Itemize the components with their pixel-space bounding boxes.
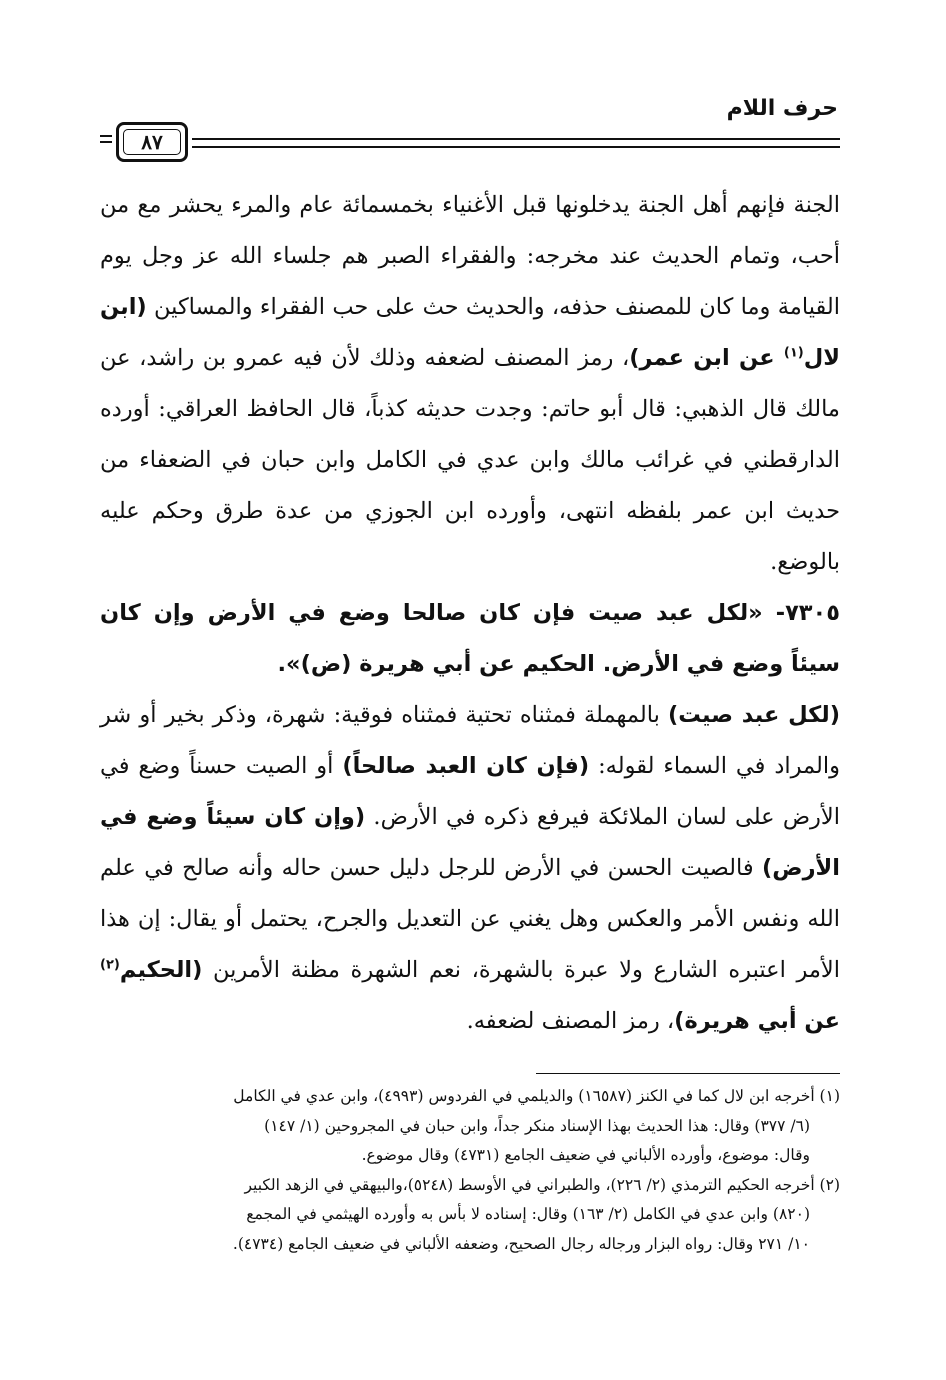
chapter-title: حرف اللام [726,96,838,121]
main-text [100,180,840,1047]
paragraph-commentary-2 [100,690,840,1047]
footnote-marker: (٢) [100,957,120,973]
source-narrator: عن أبي هريرة) [674,1008,840,1034]
quoted-phrase: (فإن كان العبد صالحاً) [342,753,590,779]
footnote-2-line: (٢) أخرجه الحكيم الترمذي (٢/ ٢٢٦)، والطبراني في الأوسط (٥٢٤٨)،والبيهقي في الزهد الكبير [244,1175,840,1194]
paragraph-text: فالصيت الحسن في الأرض للرجل دليل حسن حاله وأنه صالح في علم الله ونفس الأمر والعكس وهل يغني عن التعديل والجرح، يحتمل أو يقال: إن هذا الأمر اعتبره الشارع ولا عبرة بالشهرة، نعم الشهرة مظنة الأمرين [100,855,840,983]
paragraph-text: الجنة فإنهم أهل الجنة يدخلونها قبل الأغنياء بخمسمائة عام والمرء يحشر مع من أحب، وتمام الحديث عند مخرجه: والفقراء الصبر هم جلساء الله عز وجل يوم القيامة وما كان للمصنف حذفه، والحديث حث على حب الفقراء والمساكين [100,192,840,320]
footnote-2-line: ١٠/ ٢٧١ وقال: رواه البزار ورجاله رجال الصحيح، وضعفه الألباني في ضعيف الجامع (٤٧٣٤). [232,1234,810,1253]
paragraph-text: ، رمز المصنف لضعفه. [466,1008,675,1034]
source-name: (الحكيم [119,957,203,983]
page-number: ٨٧ [141,130,163,154]
footnote-2-line: (٨٢٠) وابن عدي في الكامل (٢/ ١٦٣) وقال: إسناده لا بأس به وأورده الهيثمي في المجمع [246,1205,810,1223]
footnote-1-line: وقال: موضوع، وأورده الألباني في ضعيف الجامع (٤٧٣١) وقال موضوع. [361,1146,810,1164]
quoted-phrase: (لكل عبد صيت) [667,702,840,728]
footnote-1-line: (١) أخرجه ابن لال كما في الكنز (١٦٥٨٧) والديلمي في الفردوس (٤٩٩٣)، وابن عدي في الكامل [233,1087,840,1105]
source-name: (ابن لال [100,294,840,371]
footnote-1-line: (٦/ ٣٧٧) وقال: هذا الحديث بهذا الإسناد منكر جداً، وابن حبان في المجروحين (١/ ١٤٧) [264,1116,810,1135]
hadith-7305: ٧٣٠٥- «لكل عبد صيت فإن كان صالحا وضع في الأرض وإن كان سيئاً وضع في الأرض. الحكيم عن أبي هريرة (ض)». [100,600,840,677]
paragraph-text: أو الصيت حسناً وضع في الأرض على لسان الملائكة فيرفع ذكره في الأرض. [100,753,840,830]
header-rule [192,138,840,148]
paragraph-text: ، رمز المصنف لضعفه وذلك لأن فيه عمرو بن راشد، عن مالك قال الذهبي: قال أبو حاتم: وجدت حديثه كذباً، قال الحافظ العراقي: أورده الدارقطني في غرائب مالك وابن عدي في الكامل وابن حبان في الضعفاء من حديث ابن عمر بلفظه انتهى، وأورده ابن الجوزي من عدة طرق وحكم عليه بالوضع. [100,345,840,575]
quoted-phrase: (وإن كان سيئاً وضع في الأرض) [100,804,840,881]
header-rule-end [100,135,112,143]
source-narrator: عن ابن عمر) [629,345,775,371]
paragraph-text: بالمهملة فمثناه تحتية فمثناه فوقية: شهرة، وذكر بخير أو شر والمراد في السماء لقوله: [100,702,840,779]
footnote-marker: (١) [783,345,804,361]
page-number-badge [116,122,188,162]
footnote-separator [536,1073,840,1074]
paragraph-commentary-1 [100,180,840,588]
footnotes [100,1082,840,1259]
